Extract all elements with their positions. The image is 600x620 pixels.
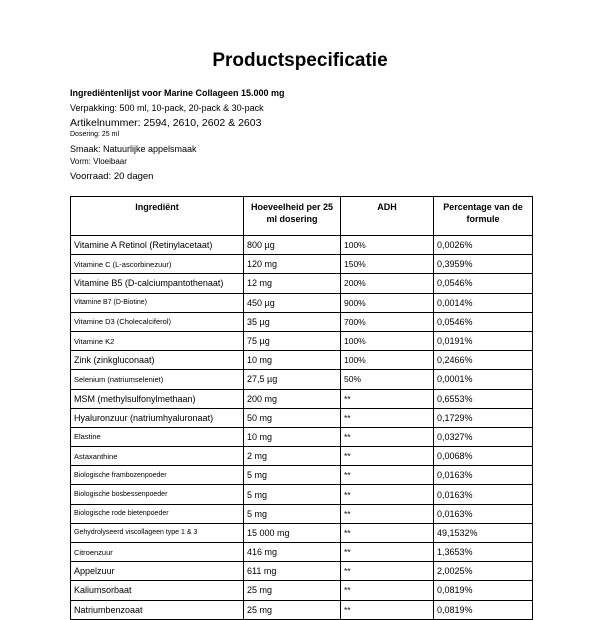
ingredient-cell: Vitamine A Retinol (Retinylacetaat) xyxy=(71,236,244,255)
adh-cell: 700% xyxy=(341,312,434,331)
adh-cell: 100% xyxy=(341,351,434,370)
percentage-cell: 0,0819% xyxy=(434,600,533,619)
ingredient-cell: Biologische bosbessenpoeder xyxy=(71,485,244,504)
adh-cell: ** xyxy=(341,562,434,581)
percentage-cell: 0,0068% xyxy=(434,447,533,466)
percentage-cell: 0,0546% xyxy=(434,312,533,331)
amount-cell: 75 µg xyxy=(244,331,341,350)
article-number-text: Artikelnummer: 2594, 2610, 2602 & 2603 xyxy=(70,116,262,129)
ingredient-cell: Selenium (natriumseleniet) xyxy=(71,370,244,389)
ingredient-cell: Vitamine D3 (Cholecalciferol) xyxy=(71,312,244,331)
ingredient-cell: Zink (zinkgluconaat) xyxy=(71,351,244,370)
percentage-cell: 0,0163% xyxy=(434,466,533,485)
percentage-cell: 0,3959% xyxy=(434,255,533,274)
dosage-text: Dosering: 25 ml xyxy=(70,131,120,139)
adh-cell: ** xyxy=(341,447,434,466)
adh-cell: ** xyxy=(341,581,434,600)
percentage-cell: 0,1729% xyxy=(434,408,533,427)
table-row xyxy=(71,312,533,331)
adh-cell: ** xyxy=(341,466,434,485)
amount-cell: 416 mg xyxy=(244,543,341,562)
percentage-cell: 0,6553% xyxy=(434,389,533,408)
amount-cell: 450 µg xyxy=(244,293,341,312)
percentage-cell: 0,0163% xyxy=(434,504,533,523)
adh-cell: 100% xyxy=(341,331,434,350)
table-row xyxy=(71,485,533,504)
amount-cell: 25 mg xyxy=(244,600,341,619)
ingredient-cell: Biologische frambozenpoeder xyxy=(71,466,244,485)
adh-cell: ** xyxy=(341,543,434,562)
table-row xyxy=(71,293,533,312)
ingredient-cell: Appelzuur xyxy=(71,562,244,581)
percentage-cell: 2,0025% xyxy=(434,562,533,581)
table-row xyxy=(71,274,533,293)
ingredient-list-heading: Ingrediëntenlijst voor Marine Collageen 15.000 mg xyxy=(70,88,285,98)
table-row xyxy=(71,447,533,466)
ingredient-cell: Citroenzuur xyxy=(71,543,244,562)
ingredients-table xyxy=(70,196,533,620)
amount-cell: 25 mg xyxy=(244,581,341,600)
product-meta xyxy=(70,88,550,185)
header-adh: ADH xyxy=(341,197,434,236)
table-row xyxy=(71,543,533,562)
form-text: Vorm: Vloeibaar xyxy=(70,157,127,167)
percentage-cell: 49,1532% xyxy=(434,523,533,542)
amount-cell: 200 mg xyxy=(244,389,341,408)
amount-cell: 10 mg xyxy=(244,351,341,370)
amount-cell: 611 mg xyxy=(244,562,341,581)
ingredient-cell: Vitamine C (L-ascorbinezuur) xyxy=(71,255,244,274)
taste-text: Smaak: Natuurlijke appelsmaak xyxy=(70,143,197,154)
ingredient-cell: Vitamine K2 xyxy=(71,331,244,350)
amount-cell: 5 mg xyxy=(244,485,341,504)
table-row xyxy=(71,523,533,542)
adh-cell: ** xyxy=(341,408,434,427)
ingredient-cell: Kaliumsorbaat xyxy=(71,581,244,600)
header-amount: Hoeveelheid per 25 ml dosering xyxy=(244,197,341,236)
adh-cell: ** xyxy=(341,504,434,523)
amount-cell: 2 mg xyxy=(244,447,341,466)
table-row xyxy=(71,236,533,255)
percentage-cell: 0,0546% xyxy=(434,274,533,293)
ingredient-cell: Vitamine B7 (D-Biotine) xyxy=(71,293,244,312)
table-row xyxy=(71,562,533,581)
percentage-cell: 0,0819% xyxy=(434,581,533,600)
adh-cell: 50% xyxy=(341,370,434,389)
table-row xyxy=(71,466,533,485)
percentage-cell: 1,3653% xyxy=(434,543,533,562)
percentage-cell: 0,0001% xyxy=(434,370,533,389)
adh-cell: ** xyxy=(341,523,434,542)
amount-cell: 120 mg xyxy=(244,255,341,274)
adh-cell: ** xyxy=(341,427,434,446)
table-row xyxy=(71,389,533,408)
ingredient-cell: Natriumbenzoaat xyxy=(71,600,244,619)
table-row xyxy=(71,255,533,274)
table-row xyxy=(71,370,533,389)
table-row xyxy=(71,351,533,370)
page-title: Productspecificatie xyxy=(212,50,388,71)
ingredient-cell: Biologische rode bietenpoeder xyxy=(71,504,244,523)
adh-cell: 200% xyxy=(341,274,434,293)
table-row xyxy=(71,427,533,446)
stock-text: Voorraad: 20 dagen xyxy=(70,170,154,182)
percentage-cell: 0,0327% xyxy=(434,427,533,446)
adh-cell: 900% xyxy=(341,293,434,312)
ingredient-cell: Hyaluronzuur (natriumhyaluronaat) xyxy=(71,408,244,427)
table-header-row xyxy=(71,197,533,236)
ingredient-cell: Gehydrolyseerd viscollageen type 1 & 3 xyxy=(71,523,244,542)
amount-cell: 35 µg xyxy=(244,312,341,331)
table-row xyxy=(71,581,533,600)
amount-cell: 12 mg xyxy=(244,274,341,293)
header-ingredient: Ingrediënt xyxy=(71,197,244,236)
percentage-cell: 0,0163% xyxy=(434,485,533,504)
amount-cell: 50 mg xyxy=(244,408,341,427)
percentage-cell: 0,0014% xyxy=(434,293,533,312)
adh-cell: ** xyxy=(341,389,434,408)
adh-cell: 100% xyxy=(341,236,434,255)
packaging-text: Verpakking: 500 ml, 10-pack, 20-pack & 30-pack xyxy=(70,102,264,113)
ingredient-cell: MSM (methylsulfonylmethaan) xyxy=(71,389,244,408)
table-row xyxy=(71,331,533,350)
amount-cell: 15 000 mg xyxy=(244,523,341,542)
amount-cell: 800 µg xyxy=(244,236,341,255)
ingredient-cell: Vitamine B5 (D-calciumpantothenaat) xyxy=(71,274,244,293)
amount-cell: 5 mg xyxy=(244,504,341,523)
percentage-cell: 0,0191% xyxy=(434,331,533,350)
ingredient-cell: Astaxanthine xyxy=(71,447,244,466)
table-row xyxy=(71,504,533,523)
amount-cell: 5 mg xyxy=(244,466,341,485)
adh-cell: ** xyxy=(341,600,434,619)
header-percentage: Percentage van de formule xyxy=(434,197,533,236)
percentage-cell: 0,2466% xyxy=(434,351,533,370)
table-row xyxy=(71,600,533,619)
amount-cell: 10 mg xyxy=(244,427,341,446)
table-row xyxy=(71,408,533,427)
adh-cell: ** xyxy=(341,485,434,504)
adh-cell: 150% xyxy=(341,255,434,274)
ingredient-cell: Elastine xyxy=(71,427,244,446)
percentage-cell: 0,0026% xyxy=(434,236,533,255)
amount-cell: 27,5 µg xyxy=(244,370,341,389)
